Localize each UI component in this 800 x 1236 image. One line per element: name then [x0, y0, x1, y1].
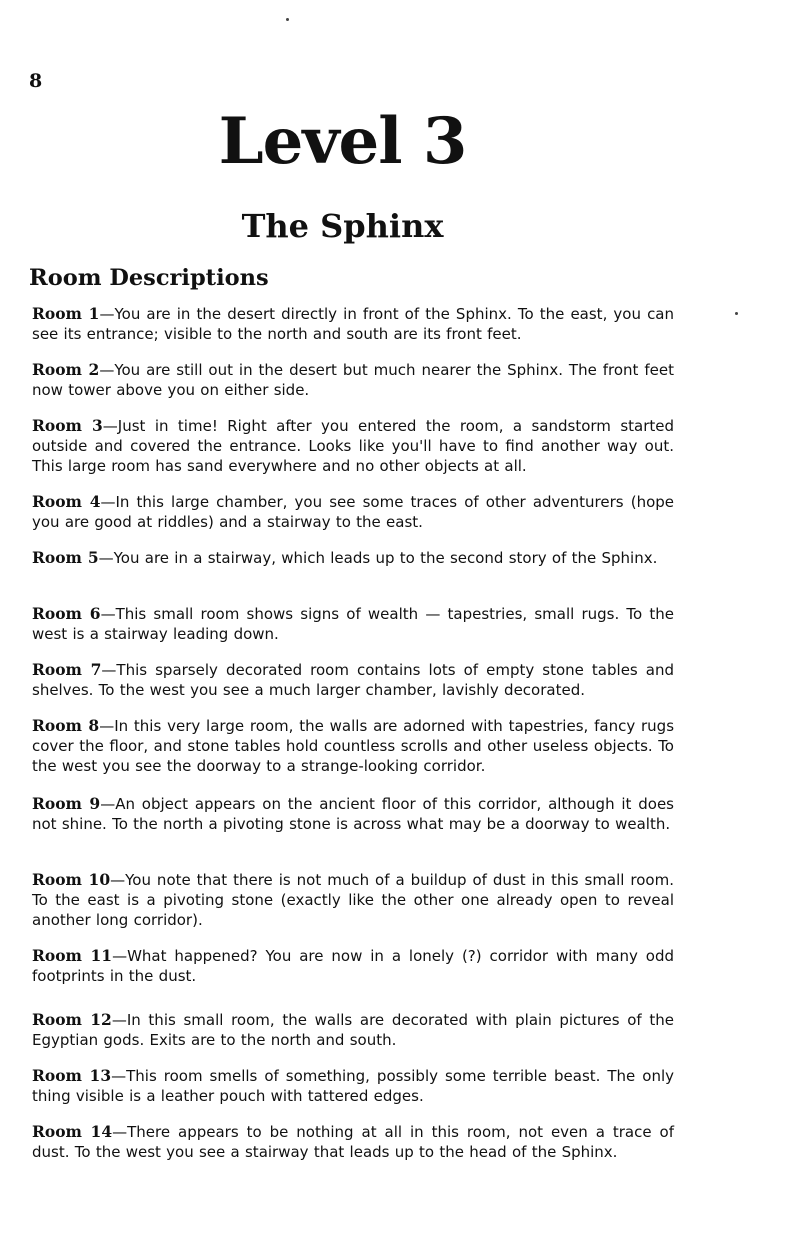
room-description: Room 4—In this large chamber, you see some traces of other adventurers (hope you are good at riddles) and a stairway to the east.: [32, 492, 675, 531]
room-label: Room 6: [32, 604, 101, 623]
room-description: Room 11—What happened? You are now in a lonely (?) corridor with many odd footprints in the dust.: [32, 946, 674, 985]
room-text: You are still out in the desert but much nearer the Sphinx. The front feet now tower above you on either side.: [32, 361, 674, 399]
room-text: What happened? You are now in a lonely (?) corridor with many odd footprints in the dust.: [32, 947, 674, 985]
room-text: This sparsely decorated room contains lots of empty stone tables and shelves. To the west you see a much larger chamber, lavishly decorated.: [32, 661, 674, 699]
room-description: Room 12—In this small room, the walls are decorated with plain pictures of the Egyptian gods. Exits are to the north and south.: [32, 1010, 674, 1049]
room-text: You are in the desert directly in front of the Sphinx. To the east, you can see its entrance; visible to the north and south are its front feet.: [32, 305, 675, 343]
room-description: Room 7—This sparsely decorated room contains lots of empty stone tables and shelves. To the west you see a much larger chamber, lavishly decorated.: [32, 660, 674, 699]
room-label: Room 10: [32, 870, 111, 889]
room-label: Room 1: [32, 304, 100, 323]
level-title: Level 3: [218, 104, 467, 179]
room-text: You are in a stairway, which leads up to the second story of the Sphinx.: [113, 549, 658, 567]
room-text: You note that there is not much of a buildup of dust in this small room. To the east is a pivoting stone (exactly like the other one already open to reveal another long corridor).: [32, 871, 674, 929]
room-description: Room 1—You are in the desert directly in front of the Sphinx. To the east, you can see its entrance; visible to the north and south are its front feet.: [32, 304, 675, 343]
room-description: Room 3—Just in time! Right after you entered the room, a sandstorm started outside and covered the entrance. Looks like you'll have to find another way out. This large room has sand everywhere and no other objects at all.: [32, 416, 675, 475]
room-label: Room 4: [32, 492, 101, 511]
room-description: Room 10—You note that there is not much of a buildup of dust in this small room. To the east is a pivoting stone (exactly like the other one already open to reveal another long corridor).: [32, 870, 674, 929]
room-description: Room 14—There appears to be nothing at all in this room, not even a trace of dust. To the west you see a stairway that leads up to the head of the Sphinx.: [32, 1122, 674, 1161]
room-label: Room 8: [32, 716, 100, 735]
room-text: An object appears on the ancient floor of this corridor, although it does not shine. To the north a pivoting stone is across what may be a doorway to wealth.: [32, 795, 675, 833]
room-text: In this very large room, the walls are adorned with tapestries, fancy rugs cover the floor, and stone tables hold countless scrolls and other useless objects. To the west you see the doorway to a strange-looking corridor.: [32, 717, 675, 775]
room-label: Room 12: [32, 1010, 112, 1029]
room-description: Room 8—In this very large room, the walls are adorned with tapestries, fancy rugs cover the floor, and stone tables hold countless scrolls and other useless objects. To the west you see the doorway to a strange-looking corridor.: [32, 716, 675, 775]
room-text: Just in time! Right after you entered the room, a sandstorm started outside and covered the entrance. Looks like you'll have to find another way out. This large room has sand everywhere and no other objects at all.: [32, 417, 675, 475]
room-text: In this small room, the walls are decorated with plain pictures of the Egyptian gods. Exits are to the north and south.: [32, 1011, 674, 1049]
room-label: Room 9: [32, 794, 101, 813]
room-description: Room 5—You are in a stairway, which leads up to the second story of the Sphinx.: [32, 548, 658, 567]
room-description: Room 6—This small room shows signs of wealth — tapestries, small rugs. To the west is a stairway leading down.: [32, 604, 675, 643]
page-number: 8: [29, 70, 43, 92]
room-label: Room 13: [32, 1066, 112, 1085]
section-heading: Room Descriptions: [29, 265, 269, 291]
scan-speck: [735, 312, 738, 315]
room-text: This small room shows signs of wealth — tapestries, small rugs. To the west is a stairway leading down.: [32, 605, 675, 643]
scan-speck: [286, 18, 289, 21]
room-text: This room smells of something, possibly some terrible beast. The only thing visible is a leather pouch with tattered edges.: [32, 1067, 674, 1105]
page-subtitle: The Sphinx: [241, 207, 444, 245]
room-label: Room 5: [32, 548, 99, 567]
room-description: Room 13—This room smells of something, possibly some terrible beast. The only thing visible is a leather pouch with tattered edges.: [32, 1066, 674, 1105]
room-description: Room 2—You are still out in the desert but much nearer the Sphinx. The front feet now tower above you on either side.: [32, 360, 674, 399]
room-label: Room 3: [32, 416, 103, 435]
room-label: Room 2: [32, 360, 100, 379]
room-label: Room 11: [32, 946, 113, 965]
room-label: Room 14: [32, 1122, 113, 1141]
room-text: There appears to be nothing at all in this room, not even a trace of dust. To the west you see a stairway that leads up to the head of the Sphinx.: [32, 1123, 674, 1161]
room-text: In this large chamber, you see some traces of other adventurers (hope you are good at riddles) and a stairway to the east.: [32, 493, 675, 531]
room-label: Room 7: [32, 660, 102, 679]
room-description: Room 9—An object appears on the ancient floor of this corridor, although it does not shine. To the north a pivoting stone is across what may be a doorway to wealth.: [32, 794, 675, 833]
